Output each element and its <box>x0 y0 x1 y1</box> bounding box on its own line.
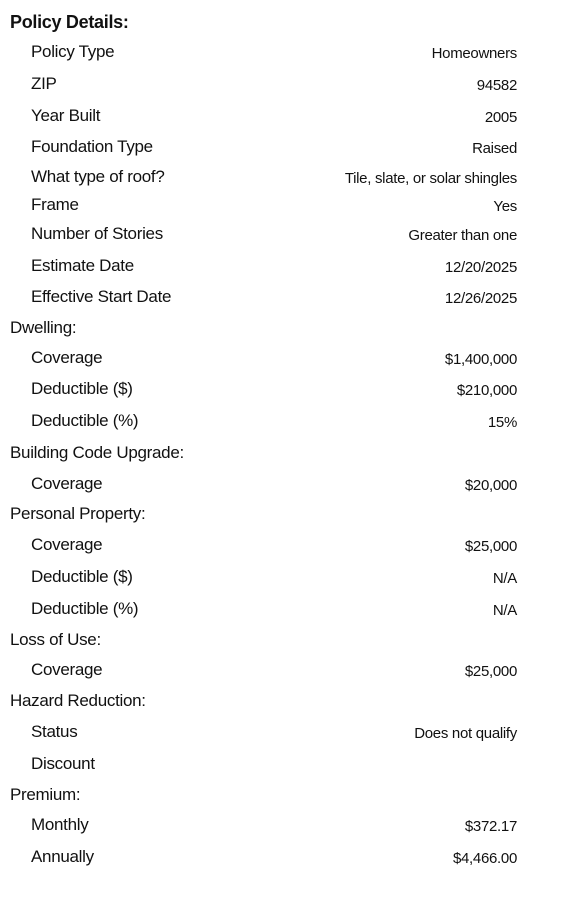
field-value: $25,000 <box>464 538 517 555</box>
page-title: Policy Details: <box>10 12 129 32</box>
personal-property-deductible-percent-row <box>0 599 562 623</box>
field-value: $372.17 <box>464 818 517 835</box>
field-label: Coverage <box>31 474 103 493</box>
estimate-date-row <box>0 256 562 280</box>
field-label: What type of roof? <box>31 167 165 186</box>
field-label: Foundation Type <box>31 137 153 156</box>
field-value: $1,400,000 <box>444 351 517 368</box>
frame-row <box>0 195 562 219</box>
field-value: $210,000 <box>456 382 517 399</box>
field-value: Greater than one <box>408 227 517 244</box>
number-of-stories-row <box>0 224 562 248</box>
field-label: Status <box>31 722 78 741</box>
field-label: Policy Type <box>31 42 115 61</box>
field-label: Deductible ($) <box>31 379 133 398</box>
loss-of-use-coverage-row <box>0 660 562 684</box>
field-label: Deductible (%) <box>31 411 139 430</box>
section-heading-loss-of-use: Loss of Use: <box>10 630 101 649</box>
field-label: Coverage <box>31 348 103 367</box>
policy-type-row <box>0 42 562 66</box>
field-value: 15% <box>487 414 517 431</box>
field-label: Estimate Date <box>31 256 134 275</box>
foundation-type-row <box>0 137 562 161</box>
hazard-status-row <box>0 722 562 746</box>
code-upgrade-coverage-row <box>0 474 562 498</box>
field-value: 12/26/2025 <box>444 290 517 307</box>
field-label: Deductible ($) <box>31 567 133 586</box>
field-label: Coverage <box>31 535 103 554</box>
hazard-discount-row <box>0 754 562 778</box>
field-value: $25,000 <box>464 663 517 680</box>
zip-row <box>0 74 562 98</box>
premium-monthly-row <box>0 815 562 839</box>
personal-property-deductible-amount-row <box>0 567 562 591</box>
section-heading-hazard-reduction: Hazard Reduction: <box>10 691 146 710</box>
field-label: Year Built <box>31 106 101 125</box>
effective-start-date-row <box>0 287 562 311</box>
field-label: Effective Start Date <box>31 287 172 306</box>
field-value: Raised <box>472 140 517 157</box>
dwelling-deductible-percent-row <box>0 411 562 435</box>
field-value: Tile, slate, or solar shingles <box>344 170 517 187</box>
section-heading-dwelling: Dwelling: <box>10 318 77 337</box>
dwelling-coverage-row <box>0 348 562 372</box>
field-label: Coverage <box>31 660 103 679</box>
premium-annually-row <box>0 847 562 871</box>
field-label: ZIP <box>31 74 57 93</box>
section-heading-personal-property: Personal Property: <box>10 504 146 523</box>
field-value: N/A <box>492 570 517 587</box>
field-label: Deductible (%) <box>31 599 139 618</box>
personal-property-coverage-row <box>0 535 562 559</box>
field-label: Number of Stories <box>31 224 163 243</box>
section-heading-building-code-upgrade: Building Code Upgrade: <box>10 443 184 462</box>
field-label: Annually <box>31 847 94 866</box>
field-value: 94582 <box>476 77 517 94</box>
field-value: $20,000 <box>464 477 517 494</box>
field-value: Homeowners <box>431 45 517 62</box>
field-label: Discount <box>31 754 95 773</box>
field-label: Frame <box>31 195 79 214</box>
field-label: Monthly <box>31 815 89 834</box>
roof-type-row <box>0 167 562 191</box>
field-value: Does not qualify <box>414 725 517 742</box>
field-value: 2005 <box>484 109 517 126</box>
field-value: Yes <box>493 198 517 215</box>
year-built-row <box>0 106 562 130</box>
field-value: 12/20/2025 <box>444 259 517 276</box>
dwelling-deductible-amount-row <box>0 379 562 403</box>
field-value: $4,466.00 <box>452 850 517 867</box>
section-heading-premium: Premium: <box>10 785 81 804</box>
field-value: N/A <box>492 602 517 619</box>
